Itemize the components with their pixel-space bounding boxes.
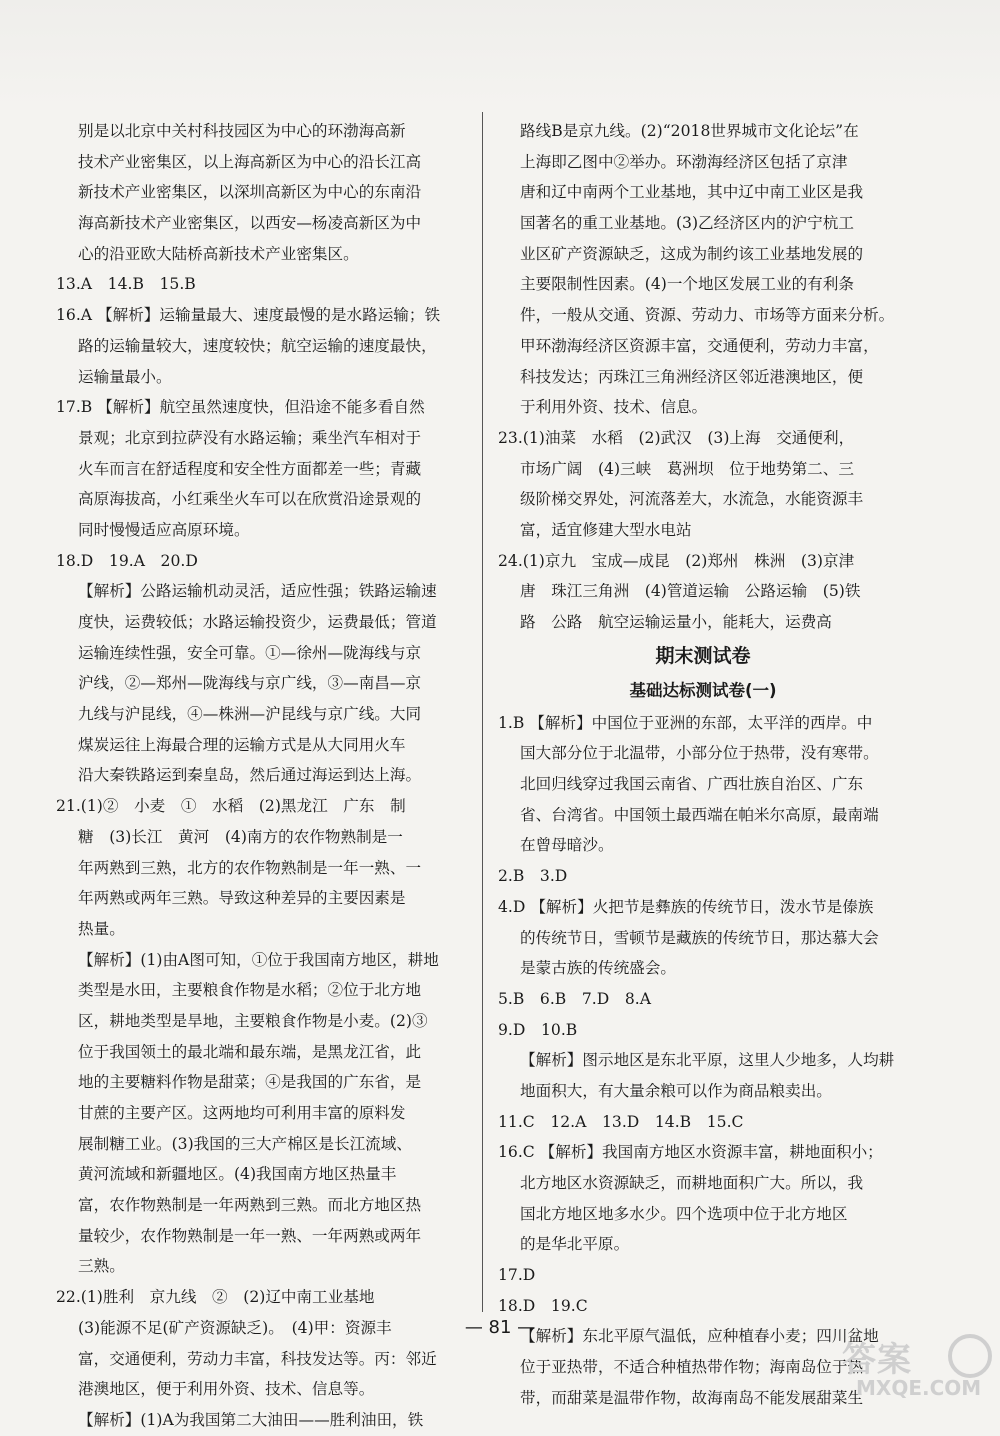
text-line: 高原海拔高，小红乘坐火车可以在欣赏沿途景观的	[78, 490, 422, 509]
text-line: 18.D 19.A 20.D	[56, 551, 198, 570]
text-line: 在曾母暗沙。	[520, 836, 614, 855]
page-top-margin	[0, 0, 1000, 108]
text-line: 路 公路 航空运输运量小，能耗大，运费高	[520, 613, 832, 631]
text-line: 沪线，②—郑州—陇海线与京广线，③—南昌—京	[78, 674, 422, 693]
text-line: 省、台湾省。中国领土最西端在帕米尔高原，最南端	[520, 805, 879, 824]
text-line: 是蒙古族的传统盛会。	[520, 959, 676, 978]
text-line: 港澳地区，便于利用外资、技术、信息等。	[78, 1380, 375, 1399]
watermark-url: MXQE.COM	[856, 1376, 982, 1400]
text-line: 5.B 6.B 7.D 8.A	[498, 989, 651, 1008]
text-line: 主要限制性因素。(4)一个地区发展工业的有利条	[520, 275, 854, 294]
text-line: 地面积大，有大量余粮可以作为商品粮卖出。	[520, 1081, 832, 1100]
text-line: 科技发达；丙珠江三角洲经济区邻近港澳地区，便	[520, 367, 864, 386]
text-line: 16.A 【解析】运输量最大、速度最慢的是水路运输；铁	[56, 306, 441, 325]
text-line: 运输连续性强，安全可靠。①—徐州—陇海线与京	[78, 643, 422, 662]
text-line: 富，农作物熟制是一年两熟到三熟。而北方地区热	[78, 1196, 422, 1215]
text-line: 带，而甜菜是温带作物，故海南岛不能发展甜菜生	[520, 1388, 864, 1407]
text-line: 海高新技术产业密集区，以西安—杨凌高新区为中	[78, 214, 422, 233]
text-line: 18.D 19.C	[498, 1296, 588, 1315]
text-line: 4.D 【解析】火把节是彝族的传统节日，泼水节是傣族	[498, 897, 874, 916]
text-line: 年两熟或两年三熟。导致这种差异的主要因素是	[78, 889, 406, 908]
text-line: 17.D	[498, 1266, 536, 1285]
text-line: 区，耕地类型是旱地，主要粮食作物是小麦。(2)③	[78, 1011, 428, 1030]
right-text-column	[498, 116, 908, 1414]
text-line: 【解析】公路运输机动灵活，适应性强；铁路运输速	[78, 582, 437, 601]
text-line: 展制糖工业。(3)我国的三大产棉区是长江流域、	[78, 1134, 412, 1153]
text-line: 位于亚热带，不适合种植热带作物；海南岛位于热	[520, 1358, 864, 1377]
column-divider	[482, 112, 483, 1312]
text-line: 糖 (3)长江 黄河 (4)南方的农作物熟制是一	[78, 827, 403, 846]
text-line: 年两熟到三熟，北方的农作物熟制是一年一熟、一	[78, 858, 422, 877]
text-line: 运输量最小。	[78, 367, 172, 386]
text-line: 地的主要糖料作物是甜菜；④是我国的广东省，是	[78, 1073, 422, 1092]
section-title: 期末测试卷	[655, 644, 751, 667]
text-line: 2.B 3.D	[498, 867, 568, 886]
text-line: 路线B是京九线。(2)“2018世界城市文化论坛”在	[520, 122, 859, 140]
text-line: 类型是水田，主要粮食作物是水稻；②位于北方地	[78, 981, 422, 1000]
text-line: 度快，运费较低；水路运输投资少，运费最低；管道	[78, 613, 437, 631]
text-line: 【解析】(1)A为我国第二大油田——胜利油田，铁	[78, 1410, 424, 1429]
right-column-answers-part-1	[498, 116, 908, 638]
text-line: 富，适宜修建大型水电站	[520, 520, 692, 539]
text-line: 北回归线穿过我国云南省、广西壮族自治区、广东	[520, 775, 864, 794]
text-line: 甘蔗的主要产区。这两地均可利用丰富的原料发	[78, 1104, 406, 1122]
text-line: 景观；北京到拉萨没有水路运输；乘坐汽车相对于	[78, 428, 422, 447]
text-line: 上海即乙图中②举办。环渤海经济区包括了京津	[520, 152, 848, 171]
text-line: 黄河流域和新疆地区。(4)我国南方地区热量丰	[78, 1165, 397, 1184]
text-line: 16.C 【解析】我国南方地区水资源丰富，耕地面积小；	[498, 1143, 883, 1162]
text-line: 量较少，农作物熟制是一年一熟、一年两熟或两年	[78, 1226, 422, 1245]
watermark-logo: 答案	[842, 1340, 912, 1380]
text-line: 9.D 10.B	[498, 1020, 578, 1039]
text-line: 22.(1)胜利 京九线 ② (2)辽中南工业基地	[56, 1288, 375, 1307]
text-line: 唐 珠江三角洲 (4)管道运输 公路运输 (5)铁	[520, 582, 861, 601]
text-line: 国大部分位于北温带，小部分位于热带，没有寒带。	[520, 744, 879, 763]
text-line: 国北方地区地多水少。四个选项中位于北方地区	[520, 1204, 848, 1223]
text-line: 甲环渤海经济区资源丰富，交通便利，劳动力丰富，	[520, 336, 879, 355]
text-line: 21.(1)② 小麦 ① 水稻 (2)黑龙江 广东 制	[56, 797, 406, 816]
text-line: 位于我国领土的最北端和最东端，是黑龙江省，此	[78, 1042, 422, 1061]
text-line: 件，一般从交通、资源、劳动力、市场等方面来分析。	[520, 306, 895, 325]
text-line: 煤炭运往上海最合理的运输方式是从大同用火车	[78, 735, 406, 754]
text-line: 北方地区水资源缺乏，而耕地面积广大。所以，我	[520, 1174, 864, 1192]
text-line: 【解析】(1)由A图可知，①位于我国南方地区，耕地	[78, 950, 439, 969]
text-line: 13.A 14.B 15.B	[56, 275, 196, 294]
text-line: 路的运输量较大，速度较快；航空运输的速度最快，	[78, 336, 437, 355]
text-line: 于利用外资、技术、信息。	[520, 398, 708, 417]
text-line: 级阶梯交界处，河流落差大，水流急，水能资源丰	[520, 490, 864, 509]
text-line: 富，交通便利，劳动力丰富，科技发达等。丙：邻近	[78, 1349, 437, 1368]
text-line: 市场广阔 (4)三峡 葛洲坝 位于地势第二、三	[520, 459, 854, 478]
text-line: 国著名的重工业基地。(3)乙经济区内的沪宁杭工	[520, 214, 854, 233]
text-line: 热量。	[78, 919, 125, 938]
text-line: 【解析】图示地区是东北平原，这里人少地多，人均耕	[520, 1051, 895, 1070]
text-line: 【解析】东北平原气温低，应种植春小麦；四川盆地	[520, 1327, 879, 1346]
text-line: 24.(1)京九 宝成—成昆 (2)郑州 株洲 (3)京津	[498, 551, 855, 570]
left-text-column	[56, 116, 470, 1436]
text-line: 11.C 12.A 13.D 14.B 15.C	[498, 1112, 744, 1131]
page-number: — 81 —	[464, 1317, 536, 1338]
text-line: 的是华北平原。	[520, 1235, 630, 1254]
text-line: 的传统节日，雪顿节是藏族的传统节日，那达慕大会	[520, 928, 879, 947]
text-line: 新技术产业密集区，以深圳高新区为中心的东南沿	[78, 183, 422, 202]
right-column-answers-part-2	[498, 708, 908, 1414]
text-line: 九线与沪昆线，④—株洲—沪昆线与京广线。大同	[78, 705, 422, 724]
text-line: 1.B 【解析】中国位于亚洲的东部，太平洋的西岸。中	[498, 713, 873, 732]
text-line: 沿大秦铁路运到秦皇岛，然后通过海运到达上海。	[78, 766, 422, 785]
text-line: 别是以北京中关村科技园区为中心的环渤海高新	[78, 122, 406, 140]
section-subtitle: 基础达标测试卷(一)	[629, 680, 777, 700]
text-line: 唐和辽中南两个工业基地，其中辽中南工业区是我	[520, 183, 864, 202]
watermark	[838, 1330, 988, 1402]
text-line: (3)能源不足(矿产资源缺乏)。 (4)甲：资源丰	[78, 1318, 392, 1337]
watermark-circle-icon	[948, 1334, 992, 1378]
text-line: 心的沿亚欧大陆桥高新技术产业密集区。	[78, 244, 359, 263]
text-line: 业区矿产资源缺乏，这成为制约该工业基地发展的	[520, 244, 864, 263]
text-line: 17.B 【解析】航空虽然速度快，但沿途不能多看自然	[56, 398, 425, 417]
text-line: 23.(1)油菜 水稻 (2)武汉 (3)上海 交通便利，	[498, 428, 855, 447]
text-line: 同时慢慢适应高原环境。	[78, 520, 250, 539]
text-line: 火车而言在舒适程度和安全性方面都差一些；青藏	[78, 459, 422, 478]
text-line: 技术产业密集区，以上海高新区为中心的沿长江高	[78, 152, 422, 171]
text-line: 三熟。	[78, 1257, 125, 1276]
